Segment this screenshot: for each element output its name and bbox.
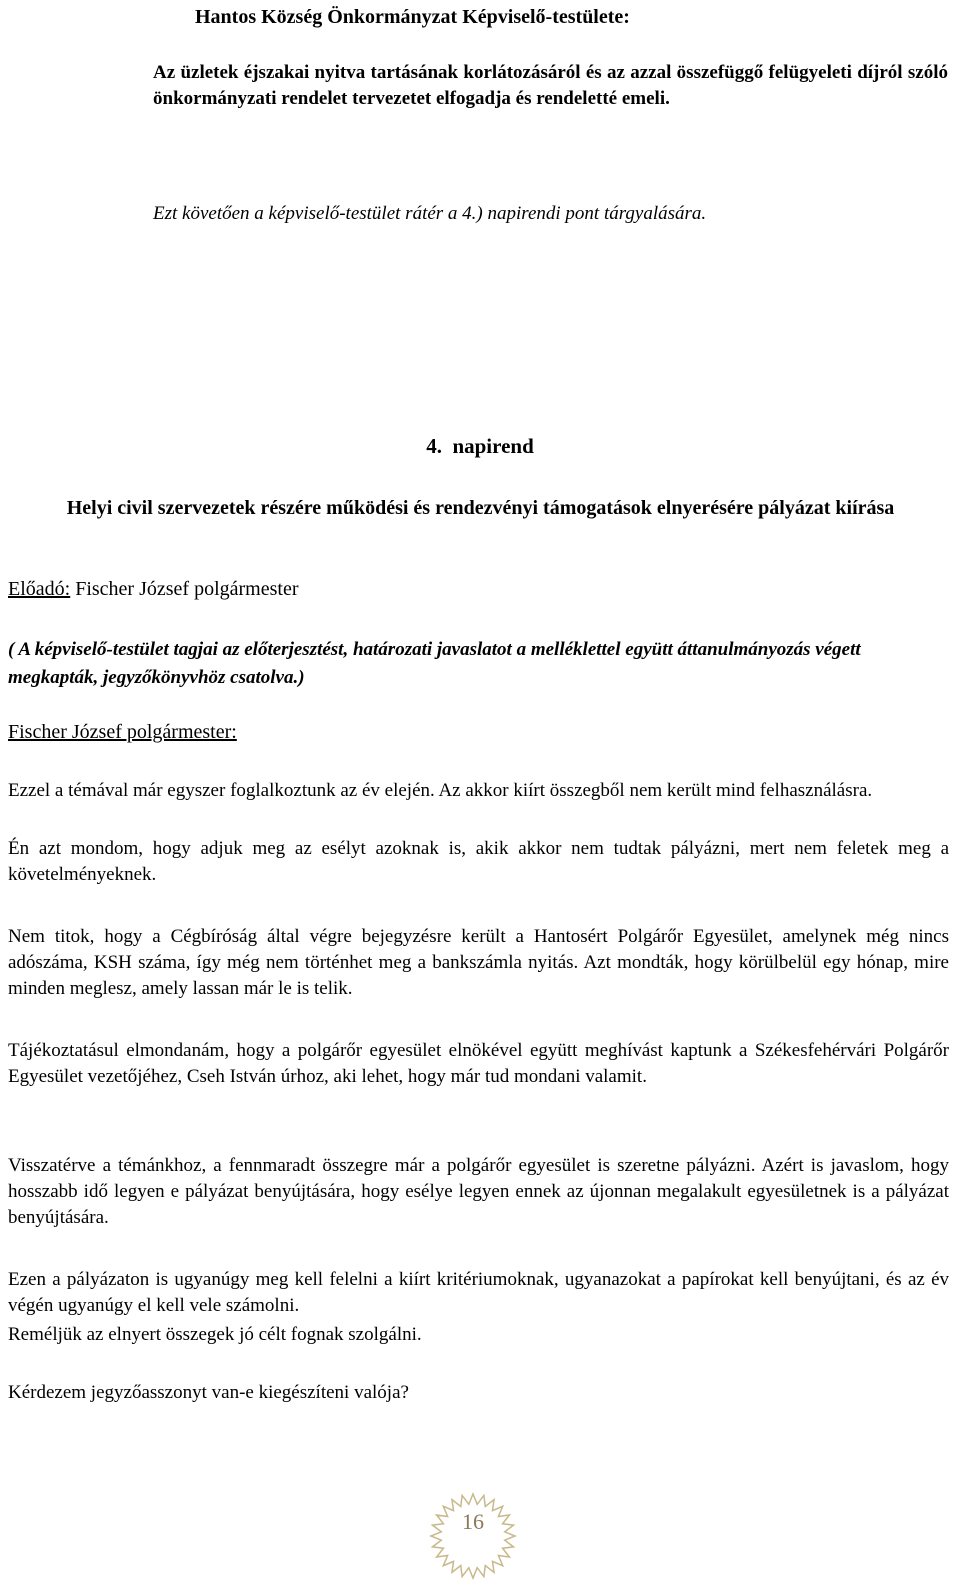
resolution-text: Az üzletek éjszakai nyitva tartásának korlátozásáról és az azzal összefüggő felügyeleti díjról szóló önkormányzati rendelet tervezetet elfogadja és rendeletté emeli. <box>153 62 948 109</box>
materials-note: ( A képviselő-testület tagjai az előterjesztést, határozati javaslatot a melléklettel együtt áttanulmányozás végett megkapták, jegyzőkönyvhöz csatolva.) <box>8 639 861 688</box>
transition-note: Ezt követően a képviselő-testület rátér a 4.) napirendi pont tárgyalására. <box>153 203 707 224</box>
page-number-badge <box>428 1491 518 1581</box>
presenter-line <box>8 578 298 601</box>
speech-paragraph-4: Visszatérve a témánkhoz, a fennmaradt összegre már a polgárőr egyesület is szeretne pályázni. Azért is javaslom, hogy hosszabb idő legyen e pályázat benyújtására, hogy esélye legyen ennek az újonnan megalakult egyesületnek is a pályázat benyújtására. <box>8 1155 949 1228</box>
speech-paragraph-3: Tájékoztatásul elmondanám, hogy a polgárőr egyesület elnökével együtt meghívást kaptunk a Székesfehérvári Polgárőr Egyesület vezetőjéhez, Cseh István úrhoz, aki lehet, hogy már tud mondani valamit. <box>8 1040 949 1087</box>
star-ornament-outline <box>431 1494 515 1578</box>
speech-paragraph-6: Kérdezem jegyzőasszonyt van-e kiegészíteni valója? <box>8 1382 409 1403</box>
council-title: Hantos Község Önkormányzat Képviselő-testülete: <box>195 6 630 28</box>
speaker-name: Fischer József polgármester: <box>8 721 237 743</box>
speech-paragraph-1b: Én azt mondom, hogy adjuk meg az esélyt azoknak is, akik akkor nem tudtak pályázni, mert nem feletek meg a követelményeknek. <box>8 838 949 885</box>
page-number: 16 <box>462 1509 484 1534</box>
star-ornament-icon <box>428 1491 518 1581</box>
speech-paragraph-1a: Ezzel a témával már egyszer foglalkoztunk az év elején. Az akkor kiírt összegből nem került mind felhasználásra. <box>8 780 873 801</box>
speech-paragraph-5b: Reméljük az elnyert összegek jó célt fognak szolgálni. <box>8 1324 422 1345</box>
speech-paragraph-2: Nem titok, hogy a Cégbíróság által végre bejegyzésre került a Hantosért Polgárőr Egyesület, amelynek még nincs adószáma, KSH száma, így még nem történhet meg a bankszámla nyitás. Azt mondták, hogy körülbelül egy hónap, mire minden meglesz, amely lassan már le is telik. <box>8 926 949 999</box>
speech-paragraph-5a: Ezen a pályázaton is ugyanúgy meg kell felelni a kiírt kritériumoknak, ugyanazokat a papírokat kell benyújtani, és az év végén ugyanúgy el kell vele számolni. <box>8 1269 949 1316</box>
agenda-title: Helyi civil szervezetek részére működési és rendezvényi támogatások elnyerésére pályázat kiírása <box>66 497 895 519</box>
presenter-label: Előadó: <box>8 578 71 600</box>
presenter-name: Fischer József polgármester <box>70 578 299 600</box>
agenda-number: 4. napirend <box>426 434 534 458</box>
